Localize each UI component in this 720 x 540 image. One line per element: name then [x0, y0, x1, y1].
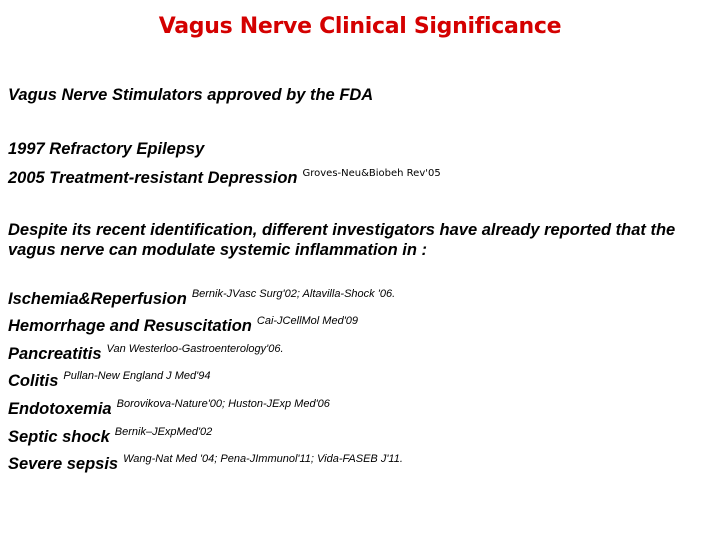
condition-label: Septic shock	[8, 428, 110, 446]
condition-item	[8, 453, 403, 474]
fda-approval-heading: Vagus Nerve Stimulators approved by the FDA	[8, 86, 374, 104]
condition-item	[8, 370, 210, 391]
condition-item	[8, 288, 395, 309]
condition-citation: Cai-JCellMol Med'09	[256, 315, 359, 327]
condition-citation: Wang-Nat Med '04; Pena-JImmunol'11; Vida-FASEB J'11.	[123, 453, 403, 465]
condition-item	[8, 343, 284, 364]
approval-label: 2005 Treatment-resistant Depression	[8, 169, 298, 187]
condition-citation: Pullan-New England J Med'94	[63, 370, 211, 382]
slide-title: Vagus Nerve Clinical Significance	[158, 14, 562, 39]
approval-label: 1997 Refractory Epilepsy	[8, 140, 205, 158]
approval-citation: Groves-Neu&Biobeh Rev'05	[302, 168, 441, 179]
inflammation-paragraph: Despite its recent identification, different investigators have already reported that the vagus nerve can modulate systemic inflammation in :	[8, 221, 676, 259]
approval-item-depression	[8, 168, 441, 188]
condition-label: Endotoxemia	[8, 400, 112, 418]
condition-label: Colitis	[8, 372, 59, 390]
condition-label: Severe sepsis	[8, 455, 119, 473]
condition-citation: Borovikova-Nature'00; Huston-JExp Med'06	[116, 398, 330, 410]
condition-citation: Bernik–JExpMed'02	[114, 426, 213, 438]
approval-item-epilepsy	[8, 140, 204, 159]
condition-label: Ischemia&Reperfusion	[8, 290, 187, 308]
condition-label: Pancreatitis	[8, 345, 102, 363]
condition-item	[8, 426, 212, 447]
condition-citation: Bernik-JVasc Surg'02; Altavilla-Shock '06.	[191, 288, 396, 300]
condition-item	[8, 315, 358, 336]
condition-citation: Van Westerloo-Gastroenterology'06.	[106, 343, 284, 355]
condition-item	[8, 398, 330, 419]
condition-label: Hemorrhage and Resuscitation	[8, 317, 252, 335]
